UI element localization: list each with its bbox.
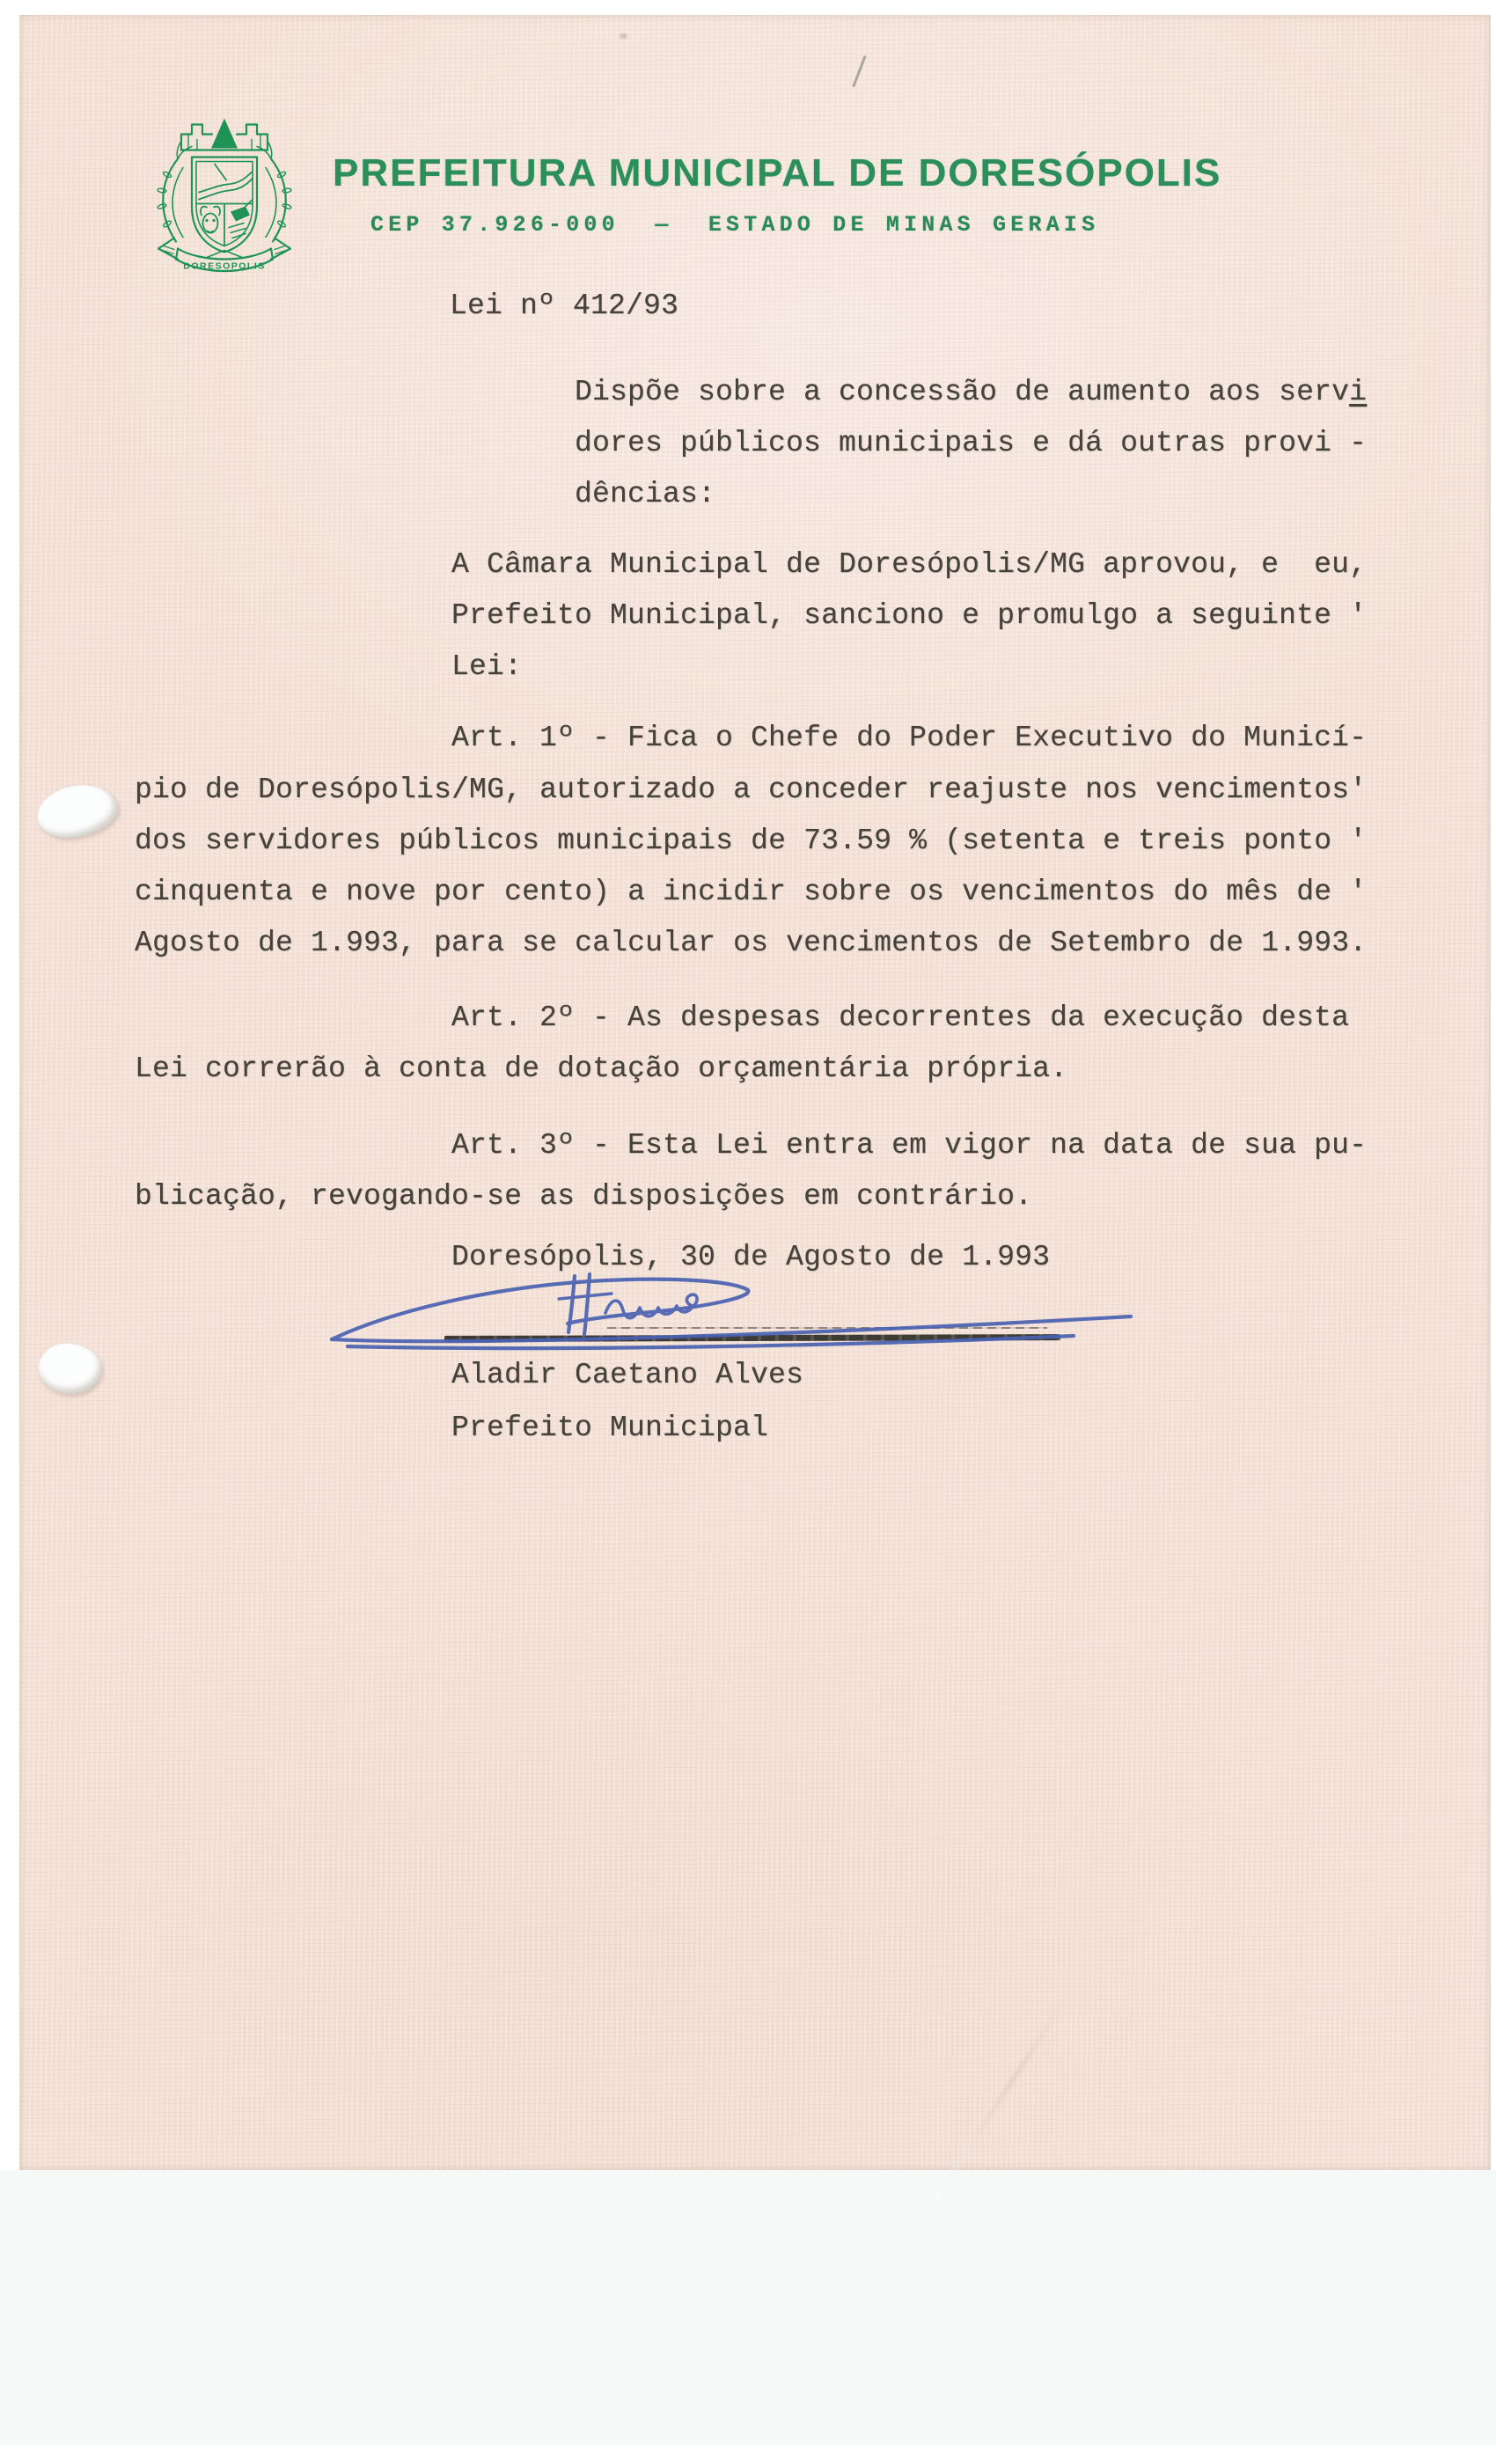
scanner-bottom-margin xyxy=(0,2445,1496,2464)
article-1-line-5: Agosto de 1.993, para se calcular os vencimentos de Setembro de 1.993. xyxy=(135,927,1368,959)
article-3-line-2: blicação, revogando-se as disposições em contrário. xyxy=(135,1180,1033,1213)
scanner-background-strip xyxy=(0,2170,1496,2445)
article-1-line-3: dos servidores públicos municipais de 73.59 % (setenta e treis ponto ' xyxy=(135,825,1368,857)
article-3-line-1: Art. 3º - Esta Lei entra em vigor na data de sua pu- xyxy=(451,1129,1368,1162)
article-1-line-4: cinquenta e nove por cento) a incidir sobre os vencimentos do mês de ' xyxy=(135,876,1368,908)
article-2-line-1: Art. 2º - As despesas decorrentes da execução desta xyxy=(451,1001,1350,1034)
municipality-crest xyxy=(123,107,326,280)
letterhead-subtitle: CEP 37.926-000 — ESTADO DE MINAS GERAIS xyxy=(370,212,1100,238)
handwritten-signature-ink xyxy=(308,1258,1153,1360)
ementa-line-3: dências: xyxy=(575,478,716,510)
ementa-line-1-underlined: i xyxy=(1349,376,1368,408)
signer-name: Aladir Caetano Alves xyxy=(451,1359,804,1391)
article-2-line-2: Lei correrão à conta de dotação orçamentária própria. xyxy=(135,1052,1068,1085)
ink-smudge xyxy=(620,33,627,39)
preamble-line-3: Lei: xyxy=(451,650,523,683)
article-1-line-1: Art. 1º - Fica o Chefe do Poder Executivo do Municí- xyxy=(451,722,1368,754)
article-1-line-2: pio de Doresópolis/MG, autorizado a conceder reajuste nos vencimentos' xyxy=(135,774,1368,806)
ementa-line-2: dores públicos municipais e dá outras provi - xyxy=(575,427,1368,459)
ementa-line-1-text: Dispõe sobre a concessão de aumento aos serv xyxy=(575,376,1350,408)
preamble-line-2: Prefeito Municipal, sanciono e promulgo a seguinte ' xyxy=(451,599,1368,632)
signer-role: Prefeito Municipal xyxy=(451,1412,769,1444)
paper-sheet xyxy=(19,15,1491,2170)
law-number: Lei nº 412/93 xyxy=(450,290,679,322)
ementa-line-1 xyxy=(575,378,1367,407)
dateline: Doresópolis, 30 de Agosto de 1.993 xyxy=(451,1241,1051,1273)
letterhead-title: PREFEITURA MUNICIPAL DE DORESÓPOLIS xyxy=(333,151,1222,194)
preamble-line-1: A Câmara Municipal de Doresópolis/MG aprovou, e eu, xyxy=(451,548,1368,581)
crest-banner-text: DORESOPOLIS xyxy=(183,260,266,272)
